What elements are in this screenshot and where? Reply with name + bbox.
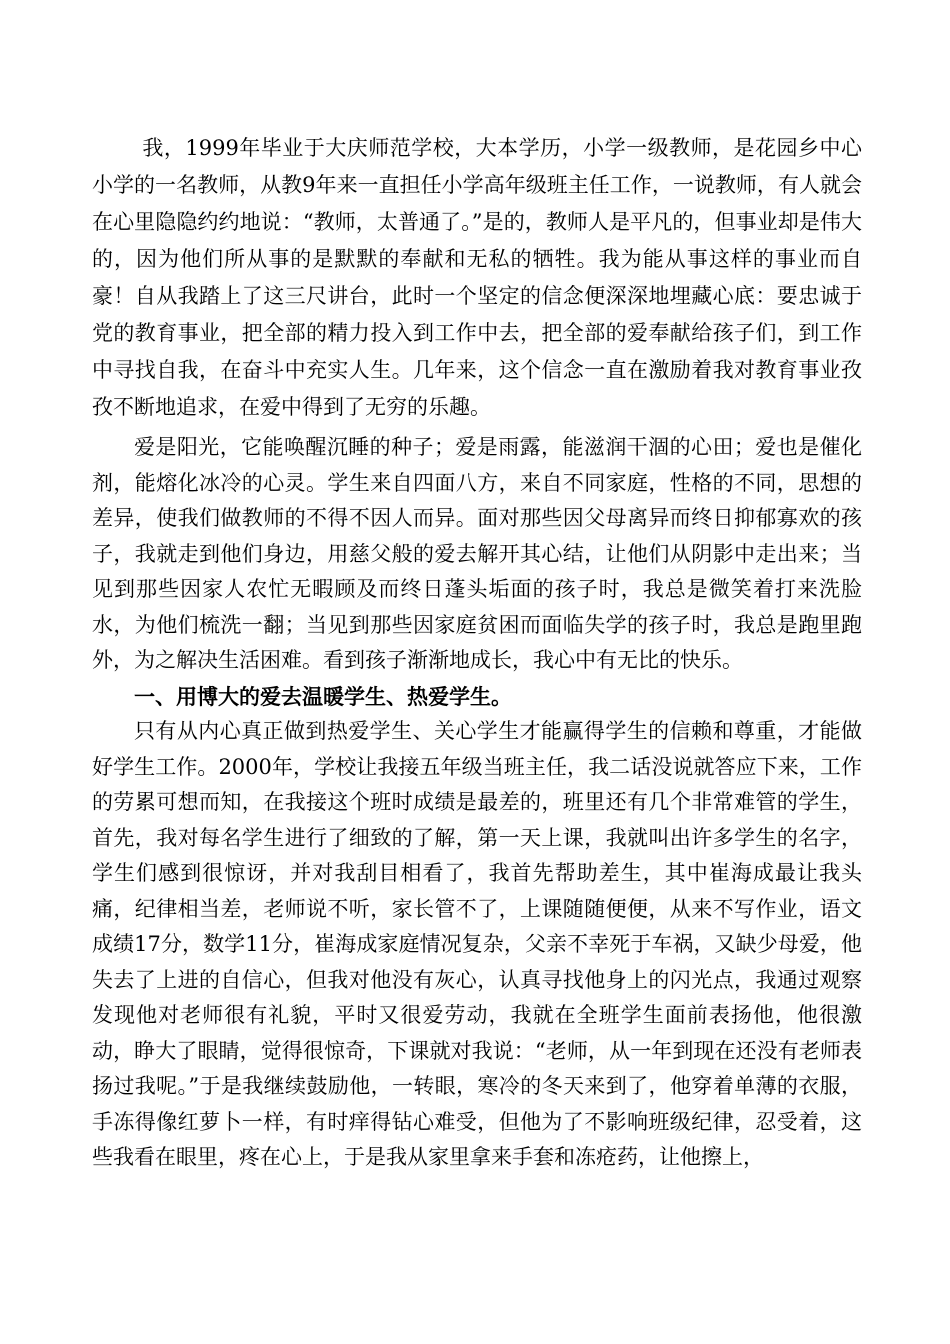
paragraph-section-1: 只有从内心真正做到热爱学生、关心学生才能赢得学生的信赖和尊重，才能做好学生工作。2000年，学校让我接五年级当班主任，我二话没说就答应下来，工作的劳累可想而知，在我接这个班时成绩是最差的，班里还有几个非常难管的学生，首先，我对每名学生进行了细致的了解，第一天上课，我就叫出许多学生的名字，学生们感到很惊讶，并对我刮目相看了，我首先帮助差生，其中崔海成最让我头痛，纪律相当差，老师说不听，家长管不了，上课随随便便，从来不写作业，语文成绩17分，数学11分，崔海成家庭情况复杂，父亲不幸死于车祸，又缺少母爱，他失去了上进的自信心，但我对他没有灰心，认真寻找他身上的闪光点，我通过观察发现他对老师很有礼貌，平时又很爱劳动，我就在全班学生面前表扬他，他很激动，睁大了眼睛，觉得很惊奇，下课就对我说：“老师，从一年到现在还没有老师表扬过我呢。”于是我继续鼓励他，一转眼，寒冷的冬天来到了，他穿着单薄的衣服，手冻得像红萝卜一样，有时痒得钻心难受，但他为了不影响班级纪律，忍受着，这些我看在眼里，疼在心上，于是我从家里拿来手套和冻疮药，让他擦上， xyxy=(92,719,862,1169)
paragraph-intro: 我，1999年毕业于大庆师范学校，大本学历，小学一级教师，是花园乡中心小学的一名教师，从教9年来一直担任小学高年级班主任工作，一说教师，有人就会在心里隐隐约约地说：“教师，太普通了。”是的，教师人是平凡的，但事业却是伟大的，因为他们所从事的是默默的奉献和无私的牺牲。我为能从事这样的事业而自豪！自从我踏上了这三尺讲台，此时一个坚定的信念便深深地埋藏心底：要忠诚于党的教育事业，把全部的精力投入到工作中去，把全部的爱奉献给孩子们，到工作中寻找自我，在奋斗中充实人生。几年来，这个信念一直在激励着我对教育事业孜孜不断地追求，在爱中得到了无穷的乐趣。 xyxy=(92,136,862,419)
section-heading-1: 一、用博大的爱去温暖学生、热爱学生。 xyxy=(134,683,512,709)
paragraph-love: 爱是阳光，它能唤醒沉睡的种子；爱是雨露，能滋润干涸的心田；爱也是催化剂，能熔化冰冷的心灵。学生来自四面八方，来自不同家庭，性格的不同，思想的差异，使我们做教师的不得不因人而异。面对那些因父母离异而终日抑郁寡欢的孩子，我就走到他们身边，用慈父般的爱去解开其心结，让他们从阴影中走出来；当见到那些因家人农忙无暇顾及而终日蓬头垢面的孩子时，我总是微笑着打来洗脸水，为他们梳洗一翻；当见到那些因家庭贫困而面临失学的孩子时，我总是跑里跑外，为之解决生活困难。看到孩子渐渐地成长，我心中有无比的快乐。 xyxy=(92,435,862,672)
document-body xyxy=(92,130,862,1176)
